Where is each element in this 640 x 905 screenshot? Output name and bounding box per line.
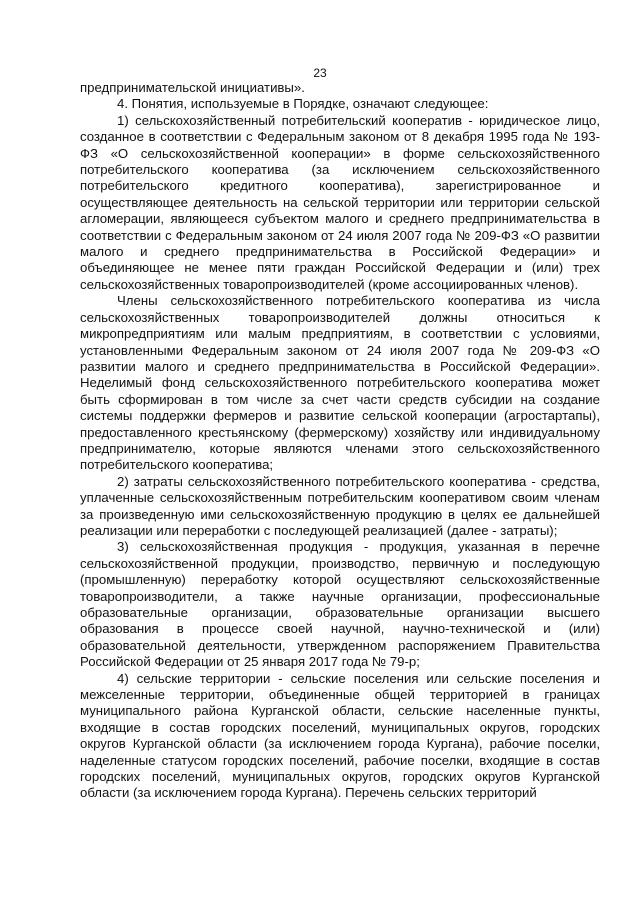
paragraph-definition-4: 4) сельские территории - сельские поселения или сельские поселения и межселенные территории, объединенные общей территорией в границах муниципального района Курганской области, сельские населенные пункты, входящие в состав городских поселений, муниципальных округов, городских округов Курганской области (за исключением города Кургана), рабочие поселки, наделенные статусом городских поселений, рабочие поселки, входящие в состав городских поселений, муниципальных округов, городских округов Курганской области (за исключением города Кургана). Перечень сельских территорий [80, 670, 600, 801]
document-body [80, 80, 600, 802]
paragraph-section-4: 4. Понятия, используемые в Порядке, означают следующее: [117, 96, 489, 112]
paragraph-definition-2: 2) затраты сельскохозяйственного потребительского кооператива - средства, уплаченные сельскохозяйственным потребительским кооперативом своим членам за произведенную ими сельскохозяйственную продукцию в целях ее дальнейшей реализации или переработки с последующей реализацией (далее - затраты); [80, 473, 600, 538]
paragraph-continuation: предпринимательской инициативы». [80, 80, 305, 95]
paragraph-definition-3: 3) сельскохозяйственная продукция - продукция, указанная в перечне сельскохозяйственной продукции, производство, первичную и последующую (промышленную) переработку которой осуществляют сельскохозяйственные товаропроизводители, а также научные организации, профессиональные образовательные организации, образовательные организации высшего образования в процессе своей научной, научно-технической и (или) образовательной деятельности, утвержденном распоряжением Правительства Российской Федерации от 25 января 2017 года № 79-р; [80, 539, 600, 670]
paragraph-definition-1: 1) сельскохозяйственный потребительский кооператив - юридическое лицо, созданное в соответствии с Федеральным законом от 8 декабря 1995 года № 193-ФЗ «О сельскохозяйственной кооперации» в форме сельскохозяйственного потребительского кооператива (за исключением сельскохозяйственного потребительского кредитного кооператива), зарегистрированное и осуществляющее деятельность на сельской территории или территории сельской агломерации, являющееся субъектом малого и среднего предпринимательства в соответствии с Федеральным законом от 24 июля 2007 года № 209-ФЗ «О развитии малого и среднего предпринимательства в Российской Федерации» и объединяющее не менее пяти граждан Российской Федерации и (или) трех сельскохозяйственных товаропроизводителей (кроме ассоциированных членов). [80, 112, 600, 292]
page-number: 23 [313, 66, 327, 80]
paragraph-members: Члены сельскохозяйственного потребительского кооператива из числа сельскохозяйственных товаропроизводителей должны относиться к микропредприятиям или малым предприятиям, в соответствии с условиями, установленными Федеральным законом от 24 июля 2007 года № 209-ФЗ «О развитии малого и среднего предпринимательства в Российской Федерации». Неделимый фонд сельскохозяйственного потребительского кооператива может быть сформирован в том числе за счет части средств субсидии на создание системы поддержки фермеров и развитие сельской кооперации (агростартапы), предоставленного крестьянскому (фермерскому) хозяйству или индивидуальному предпринимателю, которые являются членами этого сельскохозяйственного потребительского кооператива; [80, 293, 600, 473]
